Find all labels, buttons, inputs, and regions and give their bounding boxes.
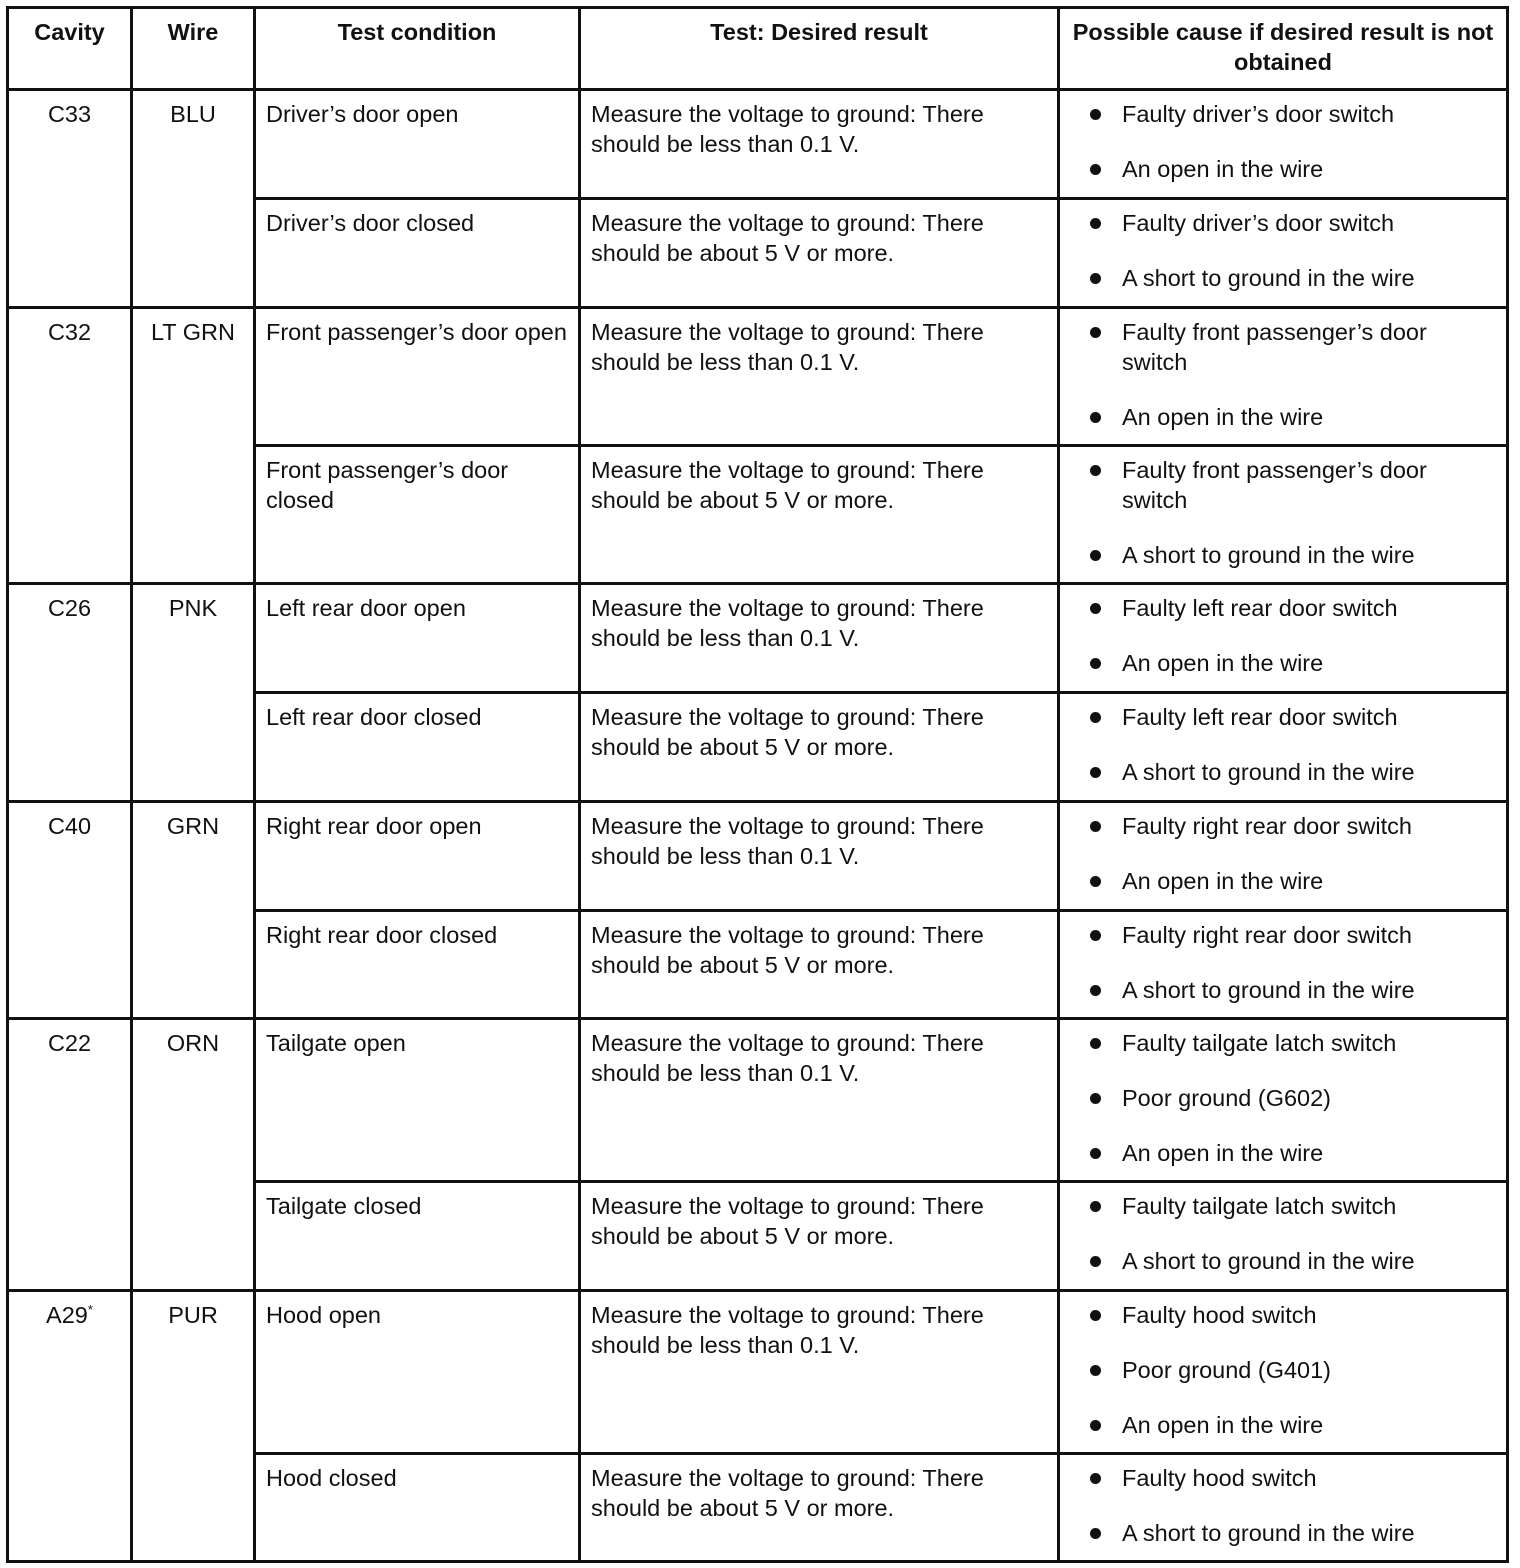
bullet-icon <box>1090 164 1101 175</box>
desired-result-cell: Measure the voltage to ground: There should be less than 0.1 V. <box>580 802 1059 911</box>
cavity-label: C40 <box>47 813 92 839</box>
cavity-label: C32 <box>47 319 92 345</box>
header-desired-result: Test: Desired result <box>580 8 1059 90</box>
bullet-icon <box>1090 821 1101 832</box>
cavity-cell <box>8 308 132 584</box>
bullet-icon <box>1090 327 1101 338</box>
wire-cell: PNK <box>132 584 255 802</box>
wire-cell: ORN <box>132 1019 255 1291</box>
bullet-icon <box>1090 1038 1101 1049</box>
cause-text: Faulty tailgate latch switch <box>1122 1030 1397 1056</box>
cause-text: An open in the wire <box>1122 156 1324 182</box>
test-condition-cell: Left rear door closed <box>255 693 580 802</box>
cause-text: Faulty tailgate latch switch <box>1122 1193 1397 1219</box>
possible-cause-cell <box>1059 1291 1508 1454</box>
cause-item <box>1070 455 1496 515</box>
cause-text: A short to ground in the wire <box>1122 1520 1415 1546</box>
cavity-cell <box>8 90 132 308</box>
cavity-cell <box>8 1291 132 1562</box>
bullet-icon <box>1090 930 1101 941</box>
cavity-label: C22 <box>47 1030 92 1056</box>
cause-text: A short to ground in the wire <box>1122 542 1415 568</box>
cause-text: A short to ground in the wire <box>1122 265 1415 291</box>
desired-result-cell: Measure the voltage to ground: There should be about 5 V or more. <box>580 1454 1059 1562</box>
wire-cell: GRN <box>132 802 255 1019</box>
bullet-icon <box>1090 1310 1101 1321</box>
wire-cell: LT GRN <box>132 308 255 584</box>
table-row <box>8 802 1508 911</box>
cause-item <box>1070 920 1496 950</box>
cause-text: Faulty driver’s door switch <box>1122 101 1395 127</box>
cause-list <box>1070 811 1496 896</box>
cause-text: An open in the wire <box>1122 1140 1324 1166</box>
possible-cause-cell <box>1059 308 1508 446</box>
cause-text: Faulty left rear door switch <box>1122 595 1398 621</box>
test-condition-cell: Right rear door open <box>255 802 580 911</box>
cause-text: Poor ground (G602) <box>1122 1085 1332 1111</box>
cause-item <box>1070 648 1496 678</box>
bullet-icon <box>1090 658 1101 669</box>
bullet-icon <box>1090 412 1101 423</box>
desired-result-cell: Measure the voltage to ground: There should be less than 0.1 V. <box>580 308 1059 446</box>
cavity-cell <box>8 802 132 1019</box>
possible-cause-cell <box>1059 199 1508 308</box>
cause-list <box>1070 702 1496 787</box>
header-cavity: Cavity <box>8 8 132 90</box>
cause-text: An open in the wire <box>1122 404 1324 430</box>
cause-text: An open in the wire <box>1122 1412 1324 1438</box>
bullet-icon <box>1090 712 1101 723</box>
cavity-label: C33 <box>47 101 92 127</box>
cause-item <box>1070 1191 1496 1221</box>
bullet-icon <box>1090 1093 1101 1104</box>
cavity-label: C26 <box>47 595 92 621</box>
test-condition-cell: Hood closed <box>255 1454 580 1562</box>
table-body <box>8 90 1508 1562</box>
test-condition-cell: Left rear door open <box>255 584 580 693</box>
desired-result-cell: Measure the voltage to ground: There should be less than 0.1 V. <box>580 584 1059 693</box>
test-condition-cell: Right rear door closed <box>255 911 580 1019</box>
cause-text: Faulty front passenger’s door switch <box>1122 319 1427 375</box>
cavity-label: A29 <box>46 1302 88 1328</box>
desired-result-cell: Measure the voltage to ground: There should be about 5 V or more. <box>580 199 1059 308</box>
test-condition-cell: Front passenger’s door closed <box>255 446 580 584</box>
cause-item <box>1070 1246 1496 1276</box>
table-row <box>8 584 1508 693</box>
cause-list <box>1070 1191 1496 1276</box>
possible-cause-cell <box>1059 90 1508 199</box>
possible-cause-cell <box>1059 802 1508 911</box>
cause-item <box>1070 1410 1496 1440</box>
header-row <box>8 8 1508 90</box>
desired-result-cell: Measure the voltage to ground: There should be about 5 V or more. <box>580 911 1059 1019</box>
cause-list <box>1070 1300 1496 1440</box>
cause-text: Faulty hood switch <box>1122 1465 1317 1491</box>
cause-item <box>1070 1138 1496 1168</box>
cause-text: Faulty right rear door switch <box>1122 813 1412 839</box>
possible-cause-cell <box>1059 911 1508 1019</box>
bullet-icon <box>1090 985 1101 996</box>
cause-text: Faulty hood switch <box>1122 1302 1317 1328</box>
bullet-icon <box>1090 1528 1101 1539</box>
cause-item <box>1070 99 1496 129</box>
test-condition-cell: Driver’s door open <box>255 90 580 199</box>
cause-item <box>1070 1463 1496 1493</box>
cavity-cell <box>8 1019 132 1291</box>
cause-text: Faulty right rear door switch <box>1122 922 1412 948</box>
bullet-icon <box>1090 767 1101 778</box>
possible-cause-cell <box>1059 1182 1508 1291</box>
cause-item <box>1070 263 1496 293</box>
cause-text: A short to ground in the wire <box>1122 1248 1415 1274</box>
cause-item <box>1070 757 1496 787</box>
cause-text: A short to ground in the wire <box>1122 977 1415 1003</box>
desired-result-cell: Measure the voltage to ground: There should be less than 0.1 V. <box>580 90 1059 199</box>
table-row <box>8 308 1508 446</box>
cavity-footnote-mark: * <box>87 1302 93 1317</box>
test-condition-cell: Tailgate closed <box>255 1182 580 1291</box>
cause-item <box>1070 540 1496 570</box>
test-condition-cell: Front passenger’s door open <box>255 308 580 446</box>
cause-list <box>1070 920 1496 1005</box>
header-possible-cause: Possible cause if desired result is not obtained <box>1059 8 1508 90</box>
cause-item <box>1070 1355 1496 1385</box>
cause-item <box>1070 1083 1496 1113</box>
cause-item <box>1070 1028 1496 1058</box>
bullet-icon <box>1090 465 1101 476</box>
cause-item <box>1070 975 1496 1005</box>
cause-item <box>1070 811 1496 841</box>
wire-cell: BLU <box>132 90 255 308</box>
desired-result-cell: Measure the voltage to ground: There should be about 5 V or more. <box>580 693 1059 802</box>
header-test-condition: Test condition <box>255 8 580 90</box>
cause-item <box>1070 317 1496 377</box>
desired-result-cell: Measure the voltage to ground: There should be about 5 V or more. <box>580 1182 1059 1291</box>
desired-result-cell: Measure the voltage to ground: There should be less than 0.1 V. <box>580 1019 1059 1182</box>
cause-item <box>1070 1518 1496 1548</box>
cause-text: A short to ground in the wire <box>1122 759 1415 785</box>
possible-cause-cell <box>1059 584 1508 693</box>
bullet-icon <box>1090 1201 1101 1212</box>
cause-text: Faulty front passenger’s door switch <box>1122 457 1427 513</box>
cause-list <box>1070 99 1496 184</box>
possible-cause-cell <box>1059 446 1508 584</box>
cause-list <box>1070 593 1496 678</box>
cause-list <box>1070 1463 1496 1548</box>
test-condition-cell: Driver’s door closed <box>255 199 580 308</box>
cause-item <box>1070 593 1496 623</box>
bullet-icon <box>1090 603 1101 614</box>
possible-cause-cell <box>1059 1454 1508 1562</box>
test-table <box>6 6 1509 1563</box>
cause-list <box>1070 455 1496 570</box>
header-wire: Wire <box>132 8 255 90</box>
bullet-icon <box>1090 1148 1101 1159</box>
bullet-icon <box>1090 1365 1101 1376</box>
cause-item <box>1070 402 1496 432</box>
possible-cause-cell <box>1059 693 1508 802</box>
desired-result-cell: Measure the voltage to ground: There should be less than 0.1 V. <box>580 1291 1059 1454</box>
cause-list <box>1070 1028 1496 1168</box>
bullet-icon <box>1090 550 1101 561</box>
table-row <box>8 1019 1508 1182</box>
cause-text: Faulty driver’s door switch <box>1122 210 1395 236</box>
table-row <box>8 90 1508 199</box>
cause-list <box>1070 208 1496 293</box>
cause-list <box>1070 317 1496 432</box>
desired-result-cell: Measure the voltage to ground: There should be about 5 V or more. <box>580 446 1059 584</box>
bullet-icon <box>1090 109 1101 120</box>
cause-text: Faulty left rear door switch <box>1122 704 1398 730</box>
cause-text: An open in the wire <box>1122 868 1324 894</box>
test-condition-cell: Hood open <box>255 1291 580 1454</box>
cause-text: Poor ground (G401) <box>1122 1357 1332 1383</box>
cause-item <box>1070 1300 1496 1330</box>
cause-item <box>1070 154 1496 184</box>
bullet-icon <box>1090 1473 1101 1484</box>
wire-cell: PUR <box>132 1291 255 1562</box>
cause-text: An open in the wire <box>1122 650 1324 676</box>
test-condition-cell: Tailgate open <box>255 1019 580 1182</box>
bullet-icon <box>1090 1420 1101 1431</box>
bullet-icon <box>1090 218 1101 229</box>
cavity-cell <box>8 584 132 802</box>
cause-item <box>1070 866 1496 896</box>
bullet-icon <box>1090 1256 1101 1267</box>
bullet-icon <box>1090 273 1101 284</box>
cause-item <box>1070 208 1496 238</box>
table-row <box>8 1291 1508 1454</box>
bullet-icon <box>1090 876 1101 887</box>
cause-item <box>1070 702 1496 732</box>
possible-cause-cell <box>1059 1019 1508 1182</box>
